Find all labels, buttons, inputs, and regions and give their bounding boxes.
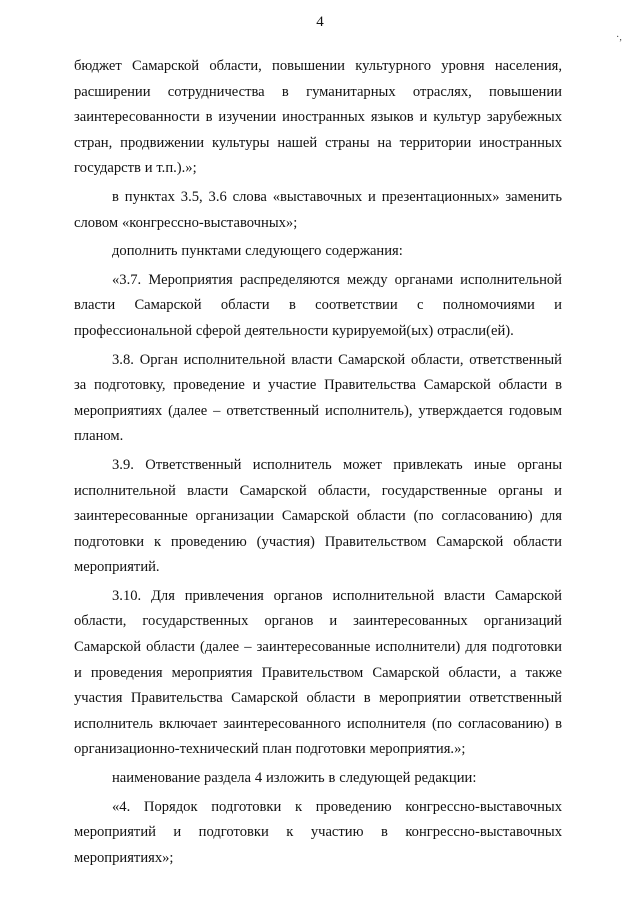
paragraph-amend-3-5-3-6: в пунктах 3.5, 3.6 слова «выставочных и презентационных» заменить словом «конгрессно-выставочных»; (74, 188, 562, 231)
scan-mark: ·, (616, 32, 622, 43)
page-number: 4 (316, 14, 324, 30)
paragraph-3-10: 3.10. Для привлечения органов исполнительной власти Самарской области, государственных органов и заинтересованных организаций Самарской области (далее – заинтересованные исполнители) для подготовки и проведения мероприятия Правительством Самарской области, а также участия Правительства Самарской области в мероприятии ответственный исполнитель включает заинтересованного исполнителя (по согласованию) в организационно-технический план подготовки мероприятия.»; (74, 587, 562, 758)
paragraph-section-4-new-title: «4. Порядок подготовки к проведению конгрессно-выставочных мероприятий и подготовки к участию в конгрессно-выставочных мероприятиях»; (74, 798, 562, 866)
paragraph-section-4-title-amendment: наименование раздела 4 изложить в следующей редакции: (112, 770, 477, 787)
paragraph-budget-continuation: бюджет Самарской области, повышении культурного уровня населения, расширении сотрудничества в гуманитарных отраслях, повышении заинтересованности в изучении иностранных языков и культур зарубежных стран, продвижении культуры нашей страны на территории иностранных государств и т.п.).»; (74, 58, 562, 177)
paragraph-3-8: 3.8. Орган исполнительной власти Самарской области, ответственный за подготовку, проведение и участие Правительства Самарской области в мероприятиях (далее – ответственный исполнитель), утверждается годовым планом. (74, 351, 562, 445)
paragraph-3-9: 3.9. Ответственный исполнитель может привлекать иные органы исполнительной власти Самарской области, государственные органы и заинтересованные организации Самарской области (по согласованию) для подготовки к проведению (участия) Правительством Самарской области мероприятий. (74, 456, 562, 576)
paragraph-3-7: «3.7. Мероприятия распределяются между органами исполнительной власти Самарской области в соответствии с полномочиями и профессиональной сферой деятельности курируемой(ых) отрасли(ей). (74, 271, 562, 339)
document-body (74, 54, 562, 871)
paragraph-add-points: дополнить пунктами следующего содержания: (112, 243, 403, 260)
